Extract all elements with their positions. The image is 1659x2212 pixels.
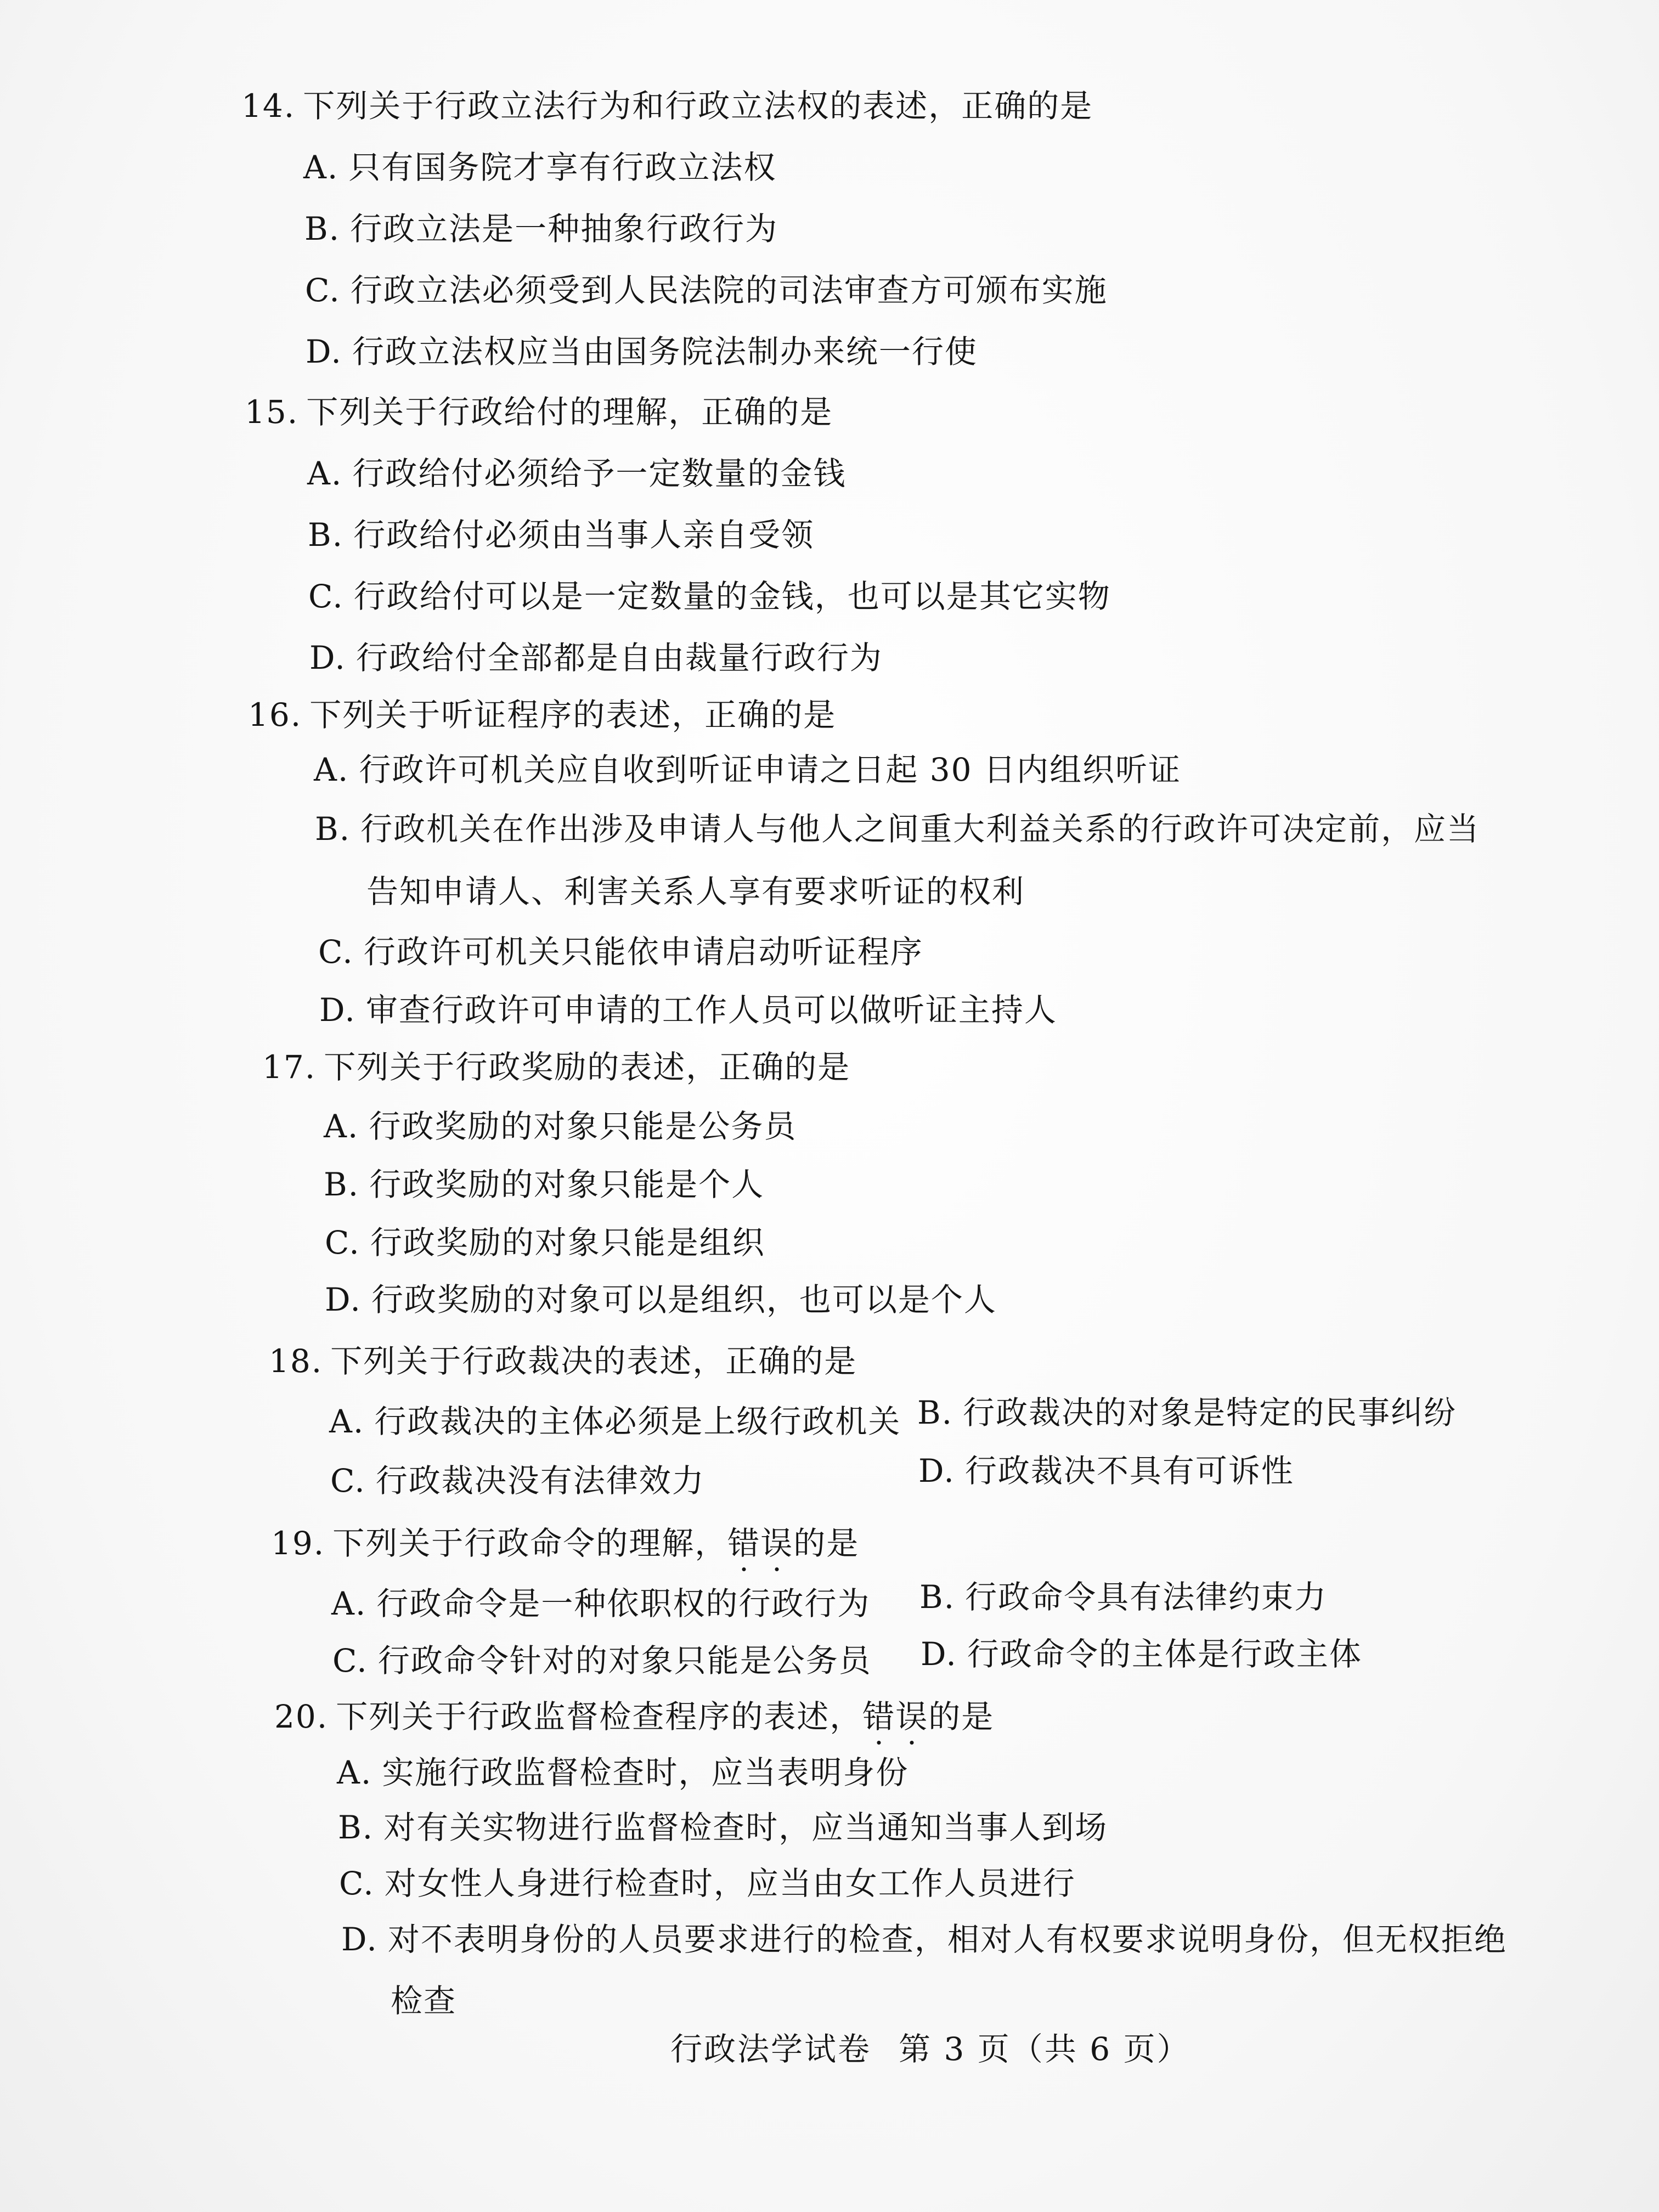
option-label: C.	[308, 578, 344, 615]
footer-page-number: 第 3 页	[899, 2030, 1011, 2068]
question-16-stem	[248, 696, 836, 734]
question-20-option-d-continuation	[391, 1982, 456, 2020]
question-16-option-d	[319, 991, 1057, 1029]
option-label: A.	[324, 1108, 359, 1145]
option-label: A.	[307, 455, 343, 492]
option-label: C.	[318, 933, 354, 970]
question-16-option-c	[318, 933, 923, 971]
option-text: 行政奖励的对象可以是组织，也可以是个人	[371, 1281, 997, 1318]
option-label: A.	[331, 1585, 367, 1622]
option-label: B.	[917, 1394, 953, 1431]
question-17-option-b	[324, 1165, 764, 1204]
option-text: 行政命令是一种依职权的行政行为	[376, 1585, 871, 1622]
question-18-option-a	[329, 1402, 901, 1441]
option-label: C.	[339, 1865, 375, 1902]
question-15-stem	[245, 393, 833, 431]
question-19-option-a	[331, 1584, 870, 1623]
option-label: A.	[337, 1754, 373, 1791]
question-number: 19.	[271, 1525, 325, 1562]
question-19-option-c	[332, 1641, 872, 1680]
option-text: 对不表明身份的人员要求进行的检查，相对人有权要求说明身份，但无权拒绝	[387, 1921, 1507, 1958]
option-label: B.	[919, 1578, 956, 1616]
question-20-option-a	[337, 1753, 909, 1792]
option-text: 行政奖励的对象只能是个人	[369, 1166, 765, 1203]
question-18-option-b	[917, 1393, 1457, 1432]
option-text: 对有关实物进行监督检查时，应当通知当事人到场	[383, 1809, 1108, 1846]
option-label: A.	[329, 1403, 365, 1440]
question-14-option-b	[304, 210, 778, 248]
question-14-option-a	[303, 148, 776, 187]
question-stem-suffix: 的是	[793, 1525, 860, 1562]
option-label: B.	[324, 1166, 360, 1203]
option-label: B.	[315, 810, 351, 848]
option-text: 行政给付必须给予一定数量的金钱	[352, 455, 847, 492]
question-number: 18.	[269, 1342, 323, 1380]
question-14-option-d	[306, 332, 978, 371]
option-text: 行政奖励的对象只能是组织	[370, 1224, 765, 1261]
question-14-option-c	[305, 271, 1108, 309]
question-14-stem	[241, 87, 1093, 125]
option-label: C.	[305, 272, 341, 309]
question-number: 14.	[241, 87, 296, 125]
option-label: C.	[332, 1642, 368, 1679]
question-20-option-c	[339, 1864, 1076, 1903]
option-text: 行政立法权应当由国务院法制办来统一行使	[352, 333, 978, 370]
option-label: D.	[319, 991, 356, 1029]
option-text: 行政机关在作出涉及申请人与他人之间重大利益关系的行政许可决定前，应当	[360, 810, 1480, 848]
option-text: 行政给付必须由当事人亲自受领	[353, 516, 815, 554]
option-text: 行政许可机关只能依申请启动听证程序	[363, 933, 923, 970]
option-label: D.	[341, 1921, 378, 1958]
option-text: 审查行政许可申请的工作人员可以做听证主持人	[365, 991, 1057, 1029]
option-text: 行政命令针对的对象只能是公务员	[377, 1642, 872, 1679]
question-17-option-a	[324, 1107, 797, 1146]
question-20-option-b	[338, 1808, 1108, 1847]
question-number: 20.	[274, 1698, 329, 1735]
emphasis-dot-char: 错	[727, 1525, 761, 1562]
question-15-option-c	[308, 577, 1111, 616]
question-15-option-b	[308, 516, 814, 554]
question-17-stem	[262, 1048, 850, 1086]
option-text: 行政奖励的对象只能是公务员	[369, 1108, 797, 1145]
page-footer	[670, 2030, 1190, 2068]
option-text: 行政立法是一种抽象行政行为	[350, 210, 778, 247]
footer-page-total: （共 6 页）	[1011, 2030, 1190, 2068]
option-text: 行政裁决的主体必须是上级行政机关	[374, 1403, 901, 1440]
question-16-option-a	[314, 751, 1181, 789]
option-text: 行政给付可以是一定数量的金钱，也可以是其它实物	[353, 578, 1111, 615]
option-text: 只有国务院才享有行政立法权	[348, 149, 777, 186]
question-19-option-b	[919, 1578, 1327, 1616]
question-19-option-d	[921, 1635, 1362, 1673]
question-16-option-b	[315, 810, 1480, 848]
question-stem-text: 下列关于行政命令的理解，	[332, 1525, 728, 1562]
option-label: D.	[325, 1281, 362, 1318]
option-text: 行政命令的主体是行政主体	[967, 1635, 1362, 1673]
question-15-option-a	[307, 454, 846, 493]
question-19-stem	[271, 1524, 859, 1562]
emphasis-dot-char: 错	[862, 1698, 896, 1735]
option-text: 对女性人身进行检查时，应当由女工作人员进行	[384, 1865, 1076, 1902]
option-text-continuation: 检查	[391, 1982, 457, 2019]
option-text: 实施行政监督检查时，应当表明身份	[382, 1754, 909, 1791]
option-text: 行政命令具有法律约束力	[965, 1578, 1328, 1616]
option-label: B.	[304, 210, 341, 247]
question-20-option-d	[341, 1920, 1507, 1959]
question-stem-text: 下列关于行政监督检查程序的表述，	[336, 1698, 863, 1735]
question-stem-text: 下列关于行政奖励的表述，正确的是	[324, 1048, 851, 1086]
option-label: C.	[330, 1462, 366, 1499]
option-text-continuation: 告知申请人、利害关系人享有要求听证的权利	[366, 873, 1025, 910]
emphasis-dot-char: 误	[895, 1698, 929, 1735]
option-text: 行政裁决不具有可诉性	[964, 1452, 1294, 1489]
question-stem-text: 下列关于行政立法行为和行政立法权的表述，正确的是	[303, 87, 1093, 125]
question-number: 17.	[262, 1048, 317, 1086]
question-stem-text: 下列关于行政给付的理解，正确的是	[306, 393, 833, 431]
option-label: B.	[308, 516, 344, 554]
option-label: D.	[309, 639, 346, 676]
question-18-option-d	[918, 1452, 1294, 1490]
option-label: B.	[338, 1809, 374, 1846]
option-label: A.	[314, 751, 349, 788]
option-text: 行政裁决没有法律效力	[375, 1462, 705, 1499]
question-number: 15.	[245, 393, 299, 431]
question-stem-text: 下列关于听证程序的表述，正确的是	[309, 696, 837, 733]
option-label: C.	[325, 1224, 360, 1261]
option-text: 行政许可机关应自收到听证申请之日起 30 日内组织听证	[359, 751, 1182, 788]
option-text: 行政给付全部都是自由裁量行政行为	[356, 639, 883, 676]
question-number: 16.	[248, 696, 302, 733]
option-label: D.	[306, 333, 342, 370]
emphasis-dot-char: 误	[760, 1525, 794, 1562]
option-label: A.	[303, 149, 339, 186]
question-17-option-d	[325, 1280, 997, 1319]
question-stem-text: 下列关于行政裁决的表述，正确的是	[330, 1342, 857, 1380]
question-17-option-c	[325, 1223, 765, 1262]
option-text: 行政立法必须受到人民法院的司法审查方可颁布实施	[350, 272, 1108, 309]
question-stem-suffix: 的是	[928, 1698, 995, 1735]
question-15-option-d	[309, 639, 883, 677]
option-text: 行政裁决的对象是特定的民事纠纷	[963, 1394, 1457, 1431]
footer-exam-title: 行政法学试卷	[670, 2030, 872, 2068]
option-label: D.	[921, 1635, 957, 1673]
question-20-stem	[274, 1697, 994, 1736]
question-18-stem	[269, 1342, 857, 1380]
question-18-option-c	[330, 1462, 705, 1500]
question-16-option-b-continuation	[366, 872, 1025, 911]
option-label: D.	[918, 1452, 955, 1489]
